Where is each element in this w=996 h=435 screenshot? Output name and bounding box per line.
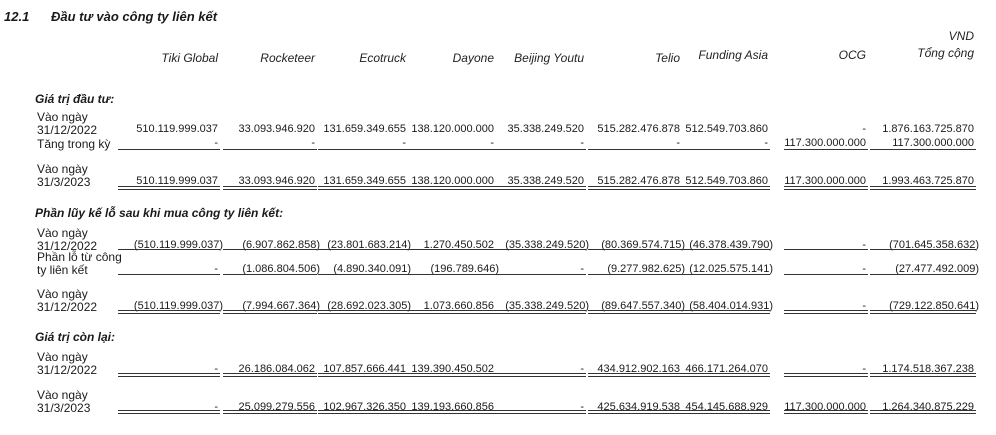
table-cell: - xyxy=(214,263,218,275)
double-underline xyxy=(223,189,317,190)
underline xyxy=(118,310,220,311)
table-cell: 434.912.902.163 xyxy=(597,363,680,375)
table-cell: (23.801.683.214) xyxy=(327,239,411,251)
table-cell: (27.477.492.009) xyxy=(895,263,979,275)
double-underline xyxy=(784,313,868,314)
double-underline xyxy=(318,376,408,377)
underline xyxy=(408,149,496,150)
table-cell: - xyxy=(862,263,866,275)
table-cell: 138.120.000.000 xyxy=(411,123,494,135)
underline xyxy=(682,410,770,411)
double-underline xyxy=(118,376,220,377)
underline xyxy=(408,249,496,250)
underline xyxy=(223,274,317,275)
table-cell: - xyxy=(862,363,866,375)
double-underline xyxy=(588,313,682,314)
underline xyxy=(118,373,220,374)
double-underline xyxy=(118,189,220,190)
table-cell: (6.907.862.858) xyxy=(242,239,320,251)
double-underline xyxy=(490,376,586,377)
row-label xyxy=(37,111,97,136)
table-cell: 510.119.999.037 xyxy=(136,123,218,135)
underline xyxy=(784,274,868,275)
underline xyxy=(588,186,682,187)
underline xyxy=(318,149,408,150)
underline xyxy=(318,310,408,311)
table-cell: (729.122.850.641) xyxy=(889,300,979,312)
double-underline xyxy=(223,376,317,377)
underline xyxy=(408,310,496,311)
table-cell: 117.300.000.000 xyxy=(784,137,866,149)
row-label-line: Vào ngày xyxy=(37,350,88,364)
table-cell: - xyxy=(490,137,494,149)
table-cell: - xyxy=(311,137,315,149)
table-cell: 33.093.946.920 xyxy=(238,123,315,135)
column-header-6: Telio xyxy=(655,51,680,65)
table-cell: 515.282.476.878 xyxy=(597,123,680,135)
table-cell: - xyxy=(580,401,584,413)
table-cell: - xyxy=(214,401,218,413)
table-cell: 131.659.349.655 xyxy=(323,175,406,187)
row-label xyxy=(37,351,97,376)
table-cell: 1.876.163.725.870 xyxy=(882,123,974,135)
table-cell: - xyxy=(580,263,584,275)
table-cell: 454.145.688.929 xyxy=(685,401,768,413)
row-label-line: Vào ngày xyxy=(37,162,88,176)
double-underline xyxy=(118,413,220,414)
double-underline xyxy=(682,413,770,414)
underline xyxy=(223,310,317,311)
row-label xyxy=(37,288,97,313)
table-cell: 107.857.666.441 xyxy=(323,363,406,375)
underline xyxy=(784,186,868,187)
group-heading: Giá trị đầu tư: xyxy=(35,92,115,106)
table-cell: 26.186.084.062 xyxy=(238,363,315,375)
table-cell: 1.264.340.875.229 xyxy=(882,401,974,413)
underline xyxy=(223,410,317,411)
table-cell: 425.634.919.538 xyxy=(597,401,680,413)
section-number: 12.1 xyxy=(4,9,30,24)
row-label-line: Phần lỗ từ công xyxy=(37,250,122,264)
underline xyxy=(223,149,317,150)
table-cell: - xyxy=(214,137,218,149)
table-cell: (35.338.249.520) xyxy=(505,239,589,251)
double-underline xyxy=(408,376,496,377)
underline xyxy=(118,249,220,250)
row-label-line: ty liên kết xyxy=(37,262,88,277)
row-label-line: Tăng trong kỳ xyxy=(37,137,111,151)
underline xyxy=(870,149,976,150)
underline xyxy=(588,310,682,311)
table-cell: 1.073.660.856 xyxy=(423,300,494,312)
column-header-8: OCG xyxy=(838,48,866,62)
table-cell: - xyxy=(580,363,584,375)
underline xyxy=(490,274,586,275)
underline xyxy=(682,310,770,311)
row-label-line: 31/3/2023 xyxy=(37,400,91,415)
table-cell: 510.119.999.037 xyxy=(136,175,218,187)
table-cell: 138.120.000.000 xyxy=(411,175,494,187)
row-label xyxy=(37,389,90,414)
double-underline xyxy=(318,413,408,414)
double-underline xyxy=(682,189,770,190)
table-cell: 35.338.249.520 xyxy=(507,123,584,135)
column-header-9: Tổng cộng xyxy=(917,46,974,60)
double-underline xyxy=(408,313,496,314)
table-cell: (28.692.023.305) xyxy=(327,300,411,312)
underline xyxy=(118,274,220,275)
underline xyxy=(682,149,770,150)
table-cell: (46.378.439.790) xyxy=(689,239,773,251)
table-cell: (701.645.358.632) xyxy=(889,239,979,251)
table-cell: 117.300.000.000 xyxy=(892,137,974,149)
table-cell: (1.086.804.506) xyxy=(242,263,320,275)
double-underline xyxy=(408,189,496,190)
table-cell: 1.174.518.367.238 xyxy=(882,363,974,375)
column-header-7: Funding Asia xyxy=(698,48,768,62)
underline xyxy=(870,274,976,275)
table-cell: 35.338.249.520 xyxy=(507,175,584,187)
double-underline xyxy=(490,189,586,190)
double-underline xyxy=(784,376,868,377)
underline xyxy=(588,274,682,275)
table-cell: - xyxy=(862,123,866,135)
row-label-line: 31/12/2022 xyxy=(37,238,98,253)
table-cell: 139.390.450.502 xyxy=(411,363,494,375)
table-cell: - xyxy=(862,300,866,312)
underline xyxy=(408,373,496,374)
table-cell: - xyxy=(580,137,584,149)
underline xyxy=(870,249,976,250)
row-label xyxy=(37,163,90,188)
underline xyxy=(318,249,408,250)
double-underline xyxy=(870,189,976,190)
underline xyxy=(784,410,868,411)
table-cell: (510.119.999.037) xyxy=(133,239,223,251)
underline xyxy=(682,186,770,187)
double-underline xyxy=(318,313,408,314)
underline xyxy=(223,186,317,187)
double-underline xyxy=(490,413,586,414)
table-cell: (9.277.982.625) xyxy=(607,263,685,275)
currency-label: VND xyxy=(948,29,974,43)
underline xyxy=(588,373,682,374)
group-heading: Giá trị còn lại: xyxy=(35,330,116,344)
underline xyxy=(682,249,770,250)
section-title: Đầu tư vào công ty liên kết xyxy=(51,9,218,24)
table-cell: (80.369.574.715) xyxy=(601,239,685,251)
table-cell: 102.967.326.350 xyxy=(323,401,406,413)
column-header-2: Rocketeer xyxy=(260,51,315,65)
underline xyxy=(318,373,408,374)
underline xyxy=(490,249,586,250)
table-cell: (510.119.999.037) xyxy=(133,300,223,312)
double-underline xyxy=(870,313,976,314)
underline xyxy=(784,249,868,250)
underline xyxy=(223,373,317,374)
table-cell: (89.647.557.340) xyxy=(601,300,685,312)
table-cell: (58.404.014.931) xyxy=(689,300,773,312)
row-label-line: 31/12/2022 xyxy=(37,122,98,137)
table-cell: 512.549.703.860 xyxy=(685,175,768,187)
underline xyxy=(870,186,976,187)
double-underline xyxy=(784,413,868,414)
table-cell: 25.099.279.556 xyxy=(238,401,315,413)
double-underline xyxy=(588,376,682,377)
double-underline xyxy=(682,376,770,377)
underline xyxy=(318,274,408,275)
underline xyxy=(784,373,868,374)
underline xyxy=(223,249,317,250)
table-cell: (12.025.575.141) xyxy=(689,263,773,275)
table-cell: (7.994.667.364) xyxy=(242,300,320,312)
table-cell: 33.093.946.920 xyxy=(238,175,315,187)
table-cell: 131.659.349.655 xyxy=(323,123,406,135)
underline xyxy=(490,149,586,150)
table-cell: 1.993.463.725.870 xyxy=(882,175,974,187)
table-cell: - xyxy=(862,239,866,251)
column-header-3: Ecotruck xyxy=(359,51,406,65)
double-underline xyxy=(223,413,317,414)
row-label-line: 31/3/2023 xyxy=(37,174,91,189)
row-label-line: Vào ngày xyxy=(37,287,88,301)
table-cell: - xyxy=(676,137,680,149)
table-cell: 515.282.476.878 xyxy=(597,175,680,187)
row-label-line: 31/12/2022 xyxy=(37,299,98,314)
underline xyxy=(408,274,496,275)
double-underline xyxy=(588,189,682,190)
underline xyxy=(408,410,496,411)
group-heading: Phần lũy kế lỗ sau khi mua công ty liên kết: xyxy=(35,206,284,220)
table-cell: 1.270.450.502 xyxy=(423,239,494,251)
table-cell: (35.338.249.520) xyxy=(505,300,589,312)
row-label-line: 31/12/2022 xyxy=(37,362,98,377)
double-underline xyxy=(318,189,408,190)
table-cell: 512.549.703.860 xyxy=(685,123,768,135)
underline xyxy=(588,149,682,150)
double-underline xyxy=(490,313,586,314)
underline xyxy=(784,149,868,150)
row-label-line: Vào ngày xyxy=(37,226,88,240)
double-underline xyxy=(870,376,976,377)
underline xyxy=(490,310,586,311)
row-label xyxy=(37,138,110,151)
double-underline xyxy=(682,313,770,314)
double-underline xyxy=(408,413,496,414)
underline xyxy=(870,310,976,311)
double-underline xyxy=(223,313,317,314)
double-underline xyxy=(870,413,976,414)
table-cell: - xyxy=(764,137,768,149)
table-cell: 117.300.000.000 xyxy=(784,175,866,187)
underline xyxy=(118,410,220,411)
column-header-1: Tiki Global xyxy=(161,51,218,65)
double-underline xyxy=(784,189,868,190)
double-underline xyxy=(588,413,682,414)
underline xyxy=(588,410,682,411)
column-header-5: Beijing Youtu xyxy=(514,51,584,65)
underline xyxy=(118,186,220,187)
underline xyxy=(118,149,220,150)
table-cell: 466.171.264.070 xyxy=(685,363,768,375)
row-label xyxy=(37,227,97,252)
underline xyxy=(318,186,408,187)
underline xyxy=(490,410,586,411)
underline xyxy=(784,310,868,311)
underline xyxy=(408,186,496,187)
underline xyxy=(682,373,770,374)
underline xyxy=(870,410,976,411)
underline xyxy=(588,249,682,250)
table-cell: 117.300.000.000 xyxy=(784,401,866,413)
row-label-line: Vào ngày xyxy=(37,388,88,402)
column-header-4: Dayone xyxy=(452,51,494,65)
table-cell: 139.193.660.856 xyxy=(411,401,494,413)
underline xyxy=(870,373,976,374)
row-label-line: Vào ngày xyxy=(37,110,88,124)
table-cell: (196.789.646) xyxy=(430,263,499,275)
underline xyxy=(490,373,586,374)
underline xyxy=(682,274,770,275)
double-underline xyxy=(118,313,220,314)
table-cell: (4.890.340.091) xyxy=(333,263,411,275)
table-cell: - xyxy=(402,137,406,149)
row-label xyxy=(37,251,122,276)
underline xyxy=(318,410,408,411)
table-cell: - xyxy=(214,363,218,375)
underline xyxy=(490,186,586,187)
